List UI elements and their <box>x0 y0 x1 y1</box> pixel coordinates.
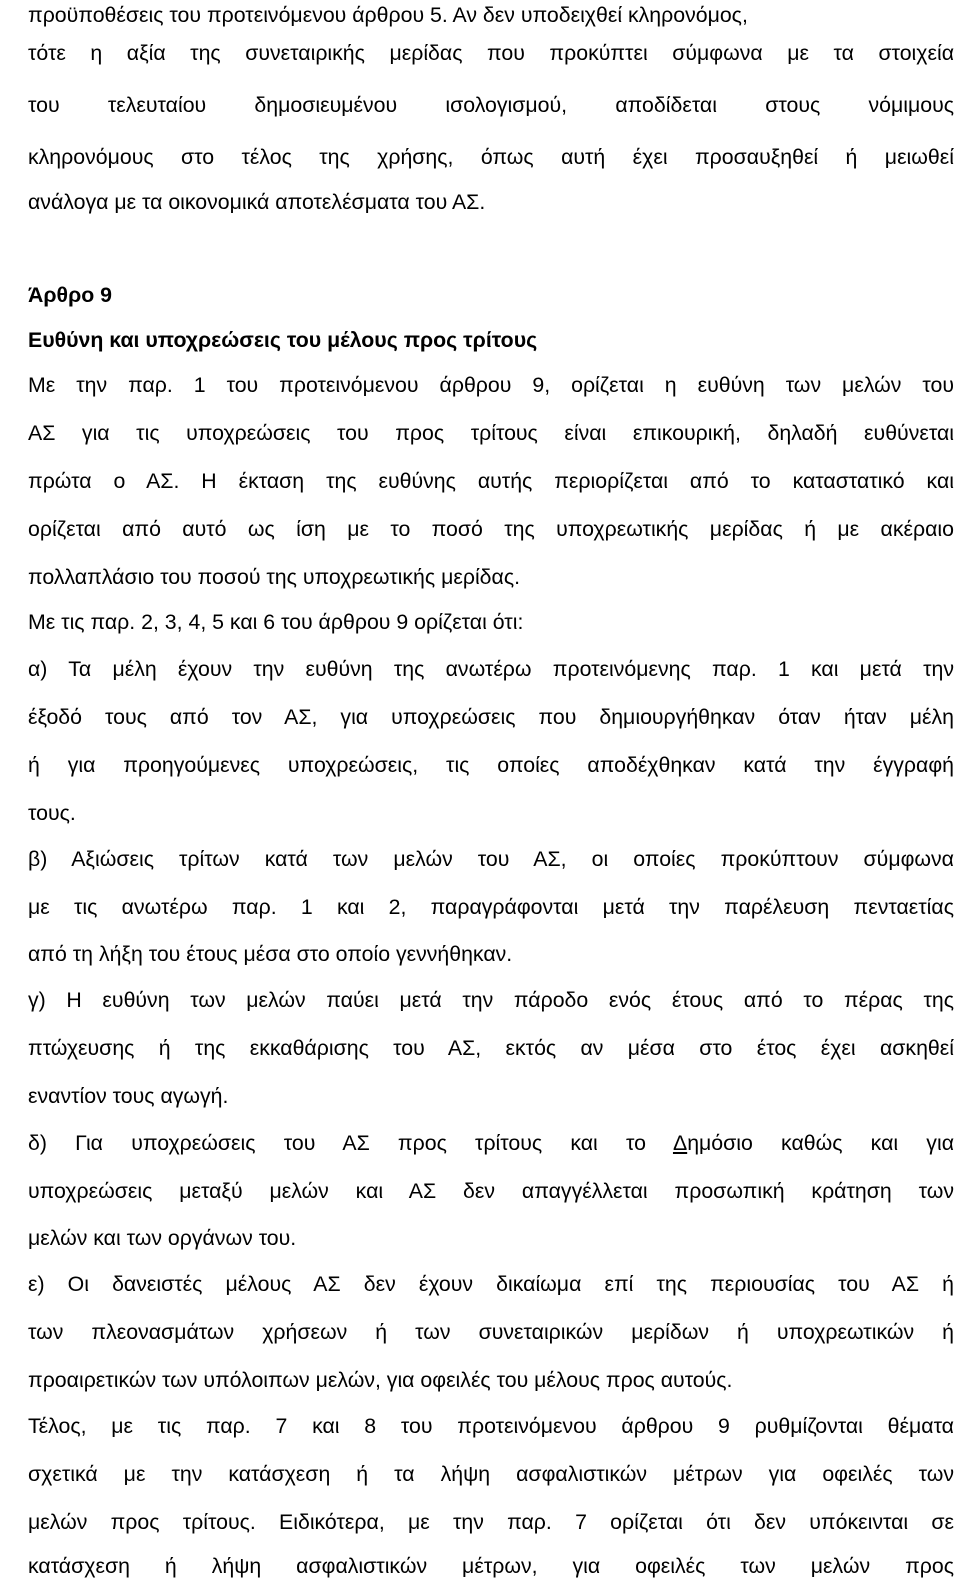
text-line: προαιρετικών των υπόλοιπων μελών, για οφειλές του μέλους προς αυτούς. <box>28 1368 733 1392</box>
text-line: προϋποθέσεις του προτεινόμενου άρθρου 5. Αν δεν υποδειχθεί κληρονόμος, <box>28 3 748 27</box>
text-line: κατάσχεση ή λήψη ασφαλιστικών μέτρων, για οφειλές των μελών προς <box>28 1554 954 1578</box>
text-line: υποχρεώσεις μεταξύ μελών και ΑΣ δεν απαγγέλλεται προσωπική κράτηση των <box>28 1179 954 1203</box>
text-line: μελών και των οργάνων του. <box>28 1226 297 1250</box>
text-line: πρώτα ο ΑΣ. Η έκταση της ευθύνης αυτής περιορίζεται από το καταστατικό και <box>28 469 954 493</box>
text-line: του τελευταίου δημοσιευμένου ισολογισμού, αποδίδεται στους νόμιμους <box>28 93 954 117</box>
text-line: με τις ανωτέρω παρ. 1 και 2, παραγράφονται μετά την παρέλευση πενταετίας <box>28 895 954 919</box>
article-subheading: Ευθύνη και υποχρεώσεις του μέλους προς τρίτους <box>28 328 538 352</box>
text-line: τότε η αξία της συνεταιρικής μερίδας που προκύπτει σύμφωνα με τα στοιχεία <box>28 41 954 65</box>
text-line: ε) Οι δανειστές μέλους ΑΣ δεν έχουν δικαίωμα επί της περιουσίας του ΑΣ ή <box>28 1272 954 1296</box>
text-line: Με την παρ. 1 του προτεινόμενου άρθρου 9, ορίζεται η ευθύνη των μελών του <box>28 373 954 397</box>
text-line: σχετικά με την κατάσχεση ή τα λήψη ασφαλιστικών μέτρων για οφειλές των <box>28 1462 954 1486</box>
text-line: β) Αξιώσεις τρίτων κατά των μελών του ΑΣ, οι οποίες προκύπτουν σύμφωνα <box>28 847 954 871</box>
text-line: κληρονόμους στο τέλος της χρήσης, όπως αυτή έχει προσαυξηθεί ή μειωθεί <box>28 145 954 169</box>
text-line: πτώχευσης ή της εκκαθάρισης του ΑΣ, εκτός αν μέσα στο έτος έχει ασκηθεί <box>28 1036 954 1060</box>
text-line: τους. <box>28 801 76 825</box>
text-line: μελών προς τρίτους. Ειδικότερα, με την παρ. 7 ορίζεται ότι δεν υπόκεινται σε <box>28 1510 954 1534</box>
text-line: ή για προηγούμενες υποχρεώσεις, τις οποίες αποδέχθηκαν κατά την έγγραφή <box>28 753 954 777</box>
text-line: δ) Για υποχρεώσεις του ΑΣ προς τρίτους και το Δημόσιο καθώς και για <box>28 1131 955 1155</box>
text-line: ανάλογα με τα οικονομικά αποτελέσματα του ΑΣ. <box>28 190 486 214</box>
text-line: Με τις παρ. 2, 3, 4, 5 και 6 του άρθρου 9 ορίζεται ότι: <box>28 610 524 634</box>
text-line: γ) Η ευθύνη των μελών παύει μετά την πάροδο ενός έτους από το πέρας της <box>28 988 954 1012</box>
text-line: έξοδό τους από τον ΑΣ, για υποχρεώσεις που δημιουργήθηκαν όταν ήταν μέλη <box>28 705 954 729</box>
article-heading: Άρθρο 9 <box>28 283 113 307</box>
text-line: εναντίον τους αγωγή. <box>28 1084 229 1108</box>
text-line: ΑΣ για τις υποχρεώσεις του προς τρίτους είναι επικουρική, δηλαδή ευθύνεται <box>28 421 954 445</box>
text-line: πολλαπλάσιο του ποσού της υποχρεωτικής μερίδας. <box>28 565 521 589</box>
text-line: των πλεονασμάτων χρήσεων ή των συνεταιρικών μερίδων ή υποχρεωτικών ή <box>28 1320 954 1344</box>
text-line: Τέλος, με τις παρ. 7 και 8 του προτεινόμενου άρθρου 9 ρυθμίζονται θέματα <box>28 1414 954 1438</box>
text-line: από τη λήξη του έτους μέσα στο οποίο γεννήθηκαν. <box>28 942 513 966</box>
text-line: ορίζεται από αυτό ως ίση με το ποσό της υποχρεωτικής μερίδας ή με ακέραιο <box>28 517 954 541</box>
text-line: α) Τα μέλη έχουν την ευθύνη της ανωτέρω προτεινόμενης παρ. 1 και μετά την <box>28 657 954 681</box>
